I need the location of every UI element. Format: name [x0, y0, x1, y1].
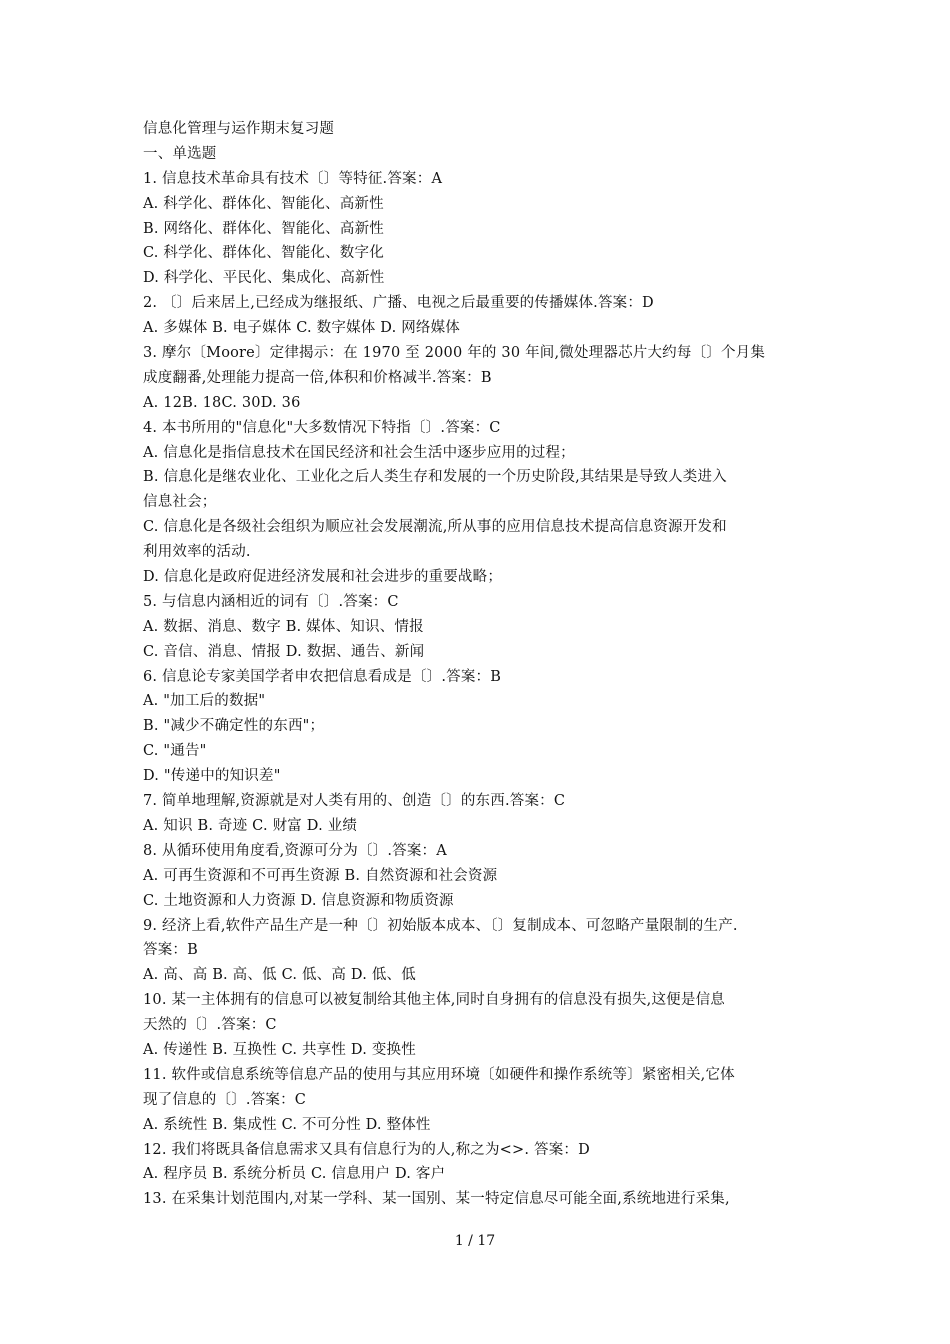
text-line: C. 科学化、群体化、智能化、数字化: [143, 245, 384, 262]
text-line: 9. 经济上看,软件产品生产是一种〔〕初始版本成本、〔〕复制成本、可忽略产量限制的生产.: [143, 917, 738, 934]
text-line: 8. 从循环使用角度看,资源可分为〔〕.答案：A: [143, 842, 447, 859]
text-line: 10. 某一主体拥有的信息可以被复制给其他主体,同时自身拥有的信息没有损失,这便是信息: [143, 992, 725, 1009]
text-line: C. 音信、消息、情报 D. 数据、通告、新闻: [143, 643, 425, 660]
text-line: A. 程序员 B. 系统分析员 C. 信息用户 D. 客户: [143, 1166, 446, 1183]
text-line: 13. 在采集计划范围内,对某一学科、某一国别、某一特定信息尽可能全面,系统地进行采集,: [143, 1191, 730, 1208]
text-line: 3. 摩尔〔Moore〕定律揭示：在 1970 至 2000 年的 30 年间,微处理器芯片大约每〔〕个月集: [143, 345, 766, 362]
text-line: D. "传递中的知识差": [143, 768, 281, 785]
text-line: D. 科学化、平民化、集成化、高新性: [143, 270, 385, 287]
text-line: C. 信息化是各级社会组织为顺应社会发展潮流,所从事的应用信息技术提高信息资源开发和: [143, 519, 727, 536]
text-line: 12. 我们将既具备信息需求又具有信息行为的人,称之为<>. 答案：D: [143, 1141, 590, 1158]
text-line: 11. 软件或信息系统等信息产品的使用与其应用环境〔如硬件和操作系统等〕紧密相关,它体: [143, 1066, 735, 1083]
text-line: C. "通告": [143, 743, 207, 760]
text-line: 现了信息的〔〕.答案：C: [143, 1091, 307, 1108]
text-line: A. 多媒体 B. 电子媒体 C. 数字媒体 D. 网络媒体: [143, 320, 461, 337]
section-heading: 一、单选题: [143, 145, 217, 162]
text-line: B. 信息化是继农业化、工业化之后人类生存和发展的一个历史阶段,其结果是导致人类进入: [143, 469, 727, 486]
text-line: 1. 信息技术革命具有技术〔〕等特征.答案：A: [143, 170, 443, 187]
text-line: B. "减少不确定性的东西"；: [143, 718, 325, 735]
text-line: A. 数据、消息、数字 B. 媒体、知识、情报: [143, 618, 424, 635]
page-number: 1 / 17: [454, 1233, 496, 1249]
text-line: A. "加工后的数据": [143, 693, 266, 710]
document-title: 信息化管理与运作期末复习题: [143, 121, 335, 137]
text-line: 利用效率的活动.: [143, 544, 251, 561]
text-line: 5. 与信息内涵相近的词有〔〕.答案：C: [143, 593, 399, 610]
text-line: A. 高、高 B. 高、低 C. 低、高 D. 低、低: [143, 967, 416, 984]
text-line: B. 网络化、群体化、智能化、高新性: [143, 220, 384, 237]
text-line: 成度翻番,处理能力提高一倍,体积和价格减半.答案：B: [143, 369, 492, 386]
text-line: A. 可再生资源和不可再生资源 B. 自然资源和社会资源: [143, 867, 498, 884]
document-body: [143, 117, 813, 1212]
text-line: 6. 信息论专家美国学者申农把信息看成是〔〕.答案：B: [143, 668, 502, 685]
text-line: 信息社会；: [143, 494, 217, 511]
text-line: A. 知识 B. 奇迹 C. 财富 D. 业绩: [143, 817, 358, 834]
text-line: D. 信息化是政府促进经济发展和社会进步的重要战略；: [143, 569, 503, 586]
text-line: A. 科学化、群体化、智能化、高新性: [143, 195, 384, 212]
text-line: 天然的〔〕.答案：C: [143, 1017, 277, 1034]
text-line: A. 信息化是指信息技术在国民经济和社会生活中逐步应用的过程；: [143, 444, 575, 461]
text-line: 7. 简单地理解,资源就是对人类有用的、创造〔〕的东西.答案：C: [143, 793, 566, 810]
text-line: 4. 本书所用的"信息化"大多数情况下特指〔〕.答案：C: [143, 419, 501, 436]
text-line: A. 传递性 B. 互换性 C. 共享性 D. 变换性: [143, 1041, 416, 1058]
text-line: C. 土地资源和人力资源 D. 信息资源和物质资源: [143, 892, 454, 909]
text-line: 答案：B: [143, 942, 198, 959]
text-line: 2. 〔〕后来居上,已经成为继报纸、广播、电视之后最重要的传播媒体.答案：D: [143, 295, 654, 312]
text-line: A. 系统性 B. 集成性 C. 不可分性 D. 整体性: [143, 1116, 431, 1133]
text-line: A. 12B. 18C. 30D. 36: [143, 394, 301, 411]
